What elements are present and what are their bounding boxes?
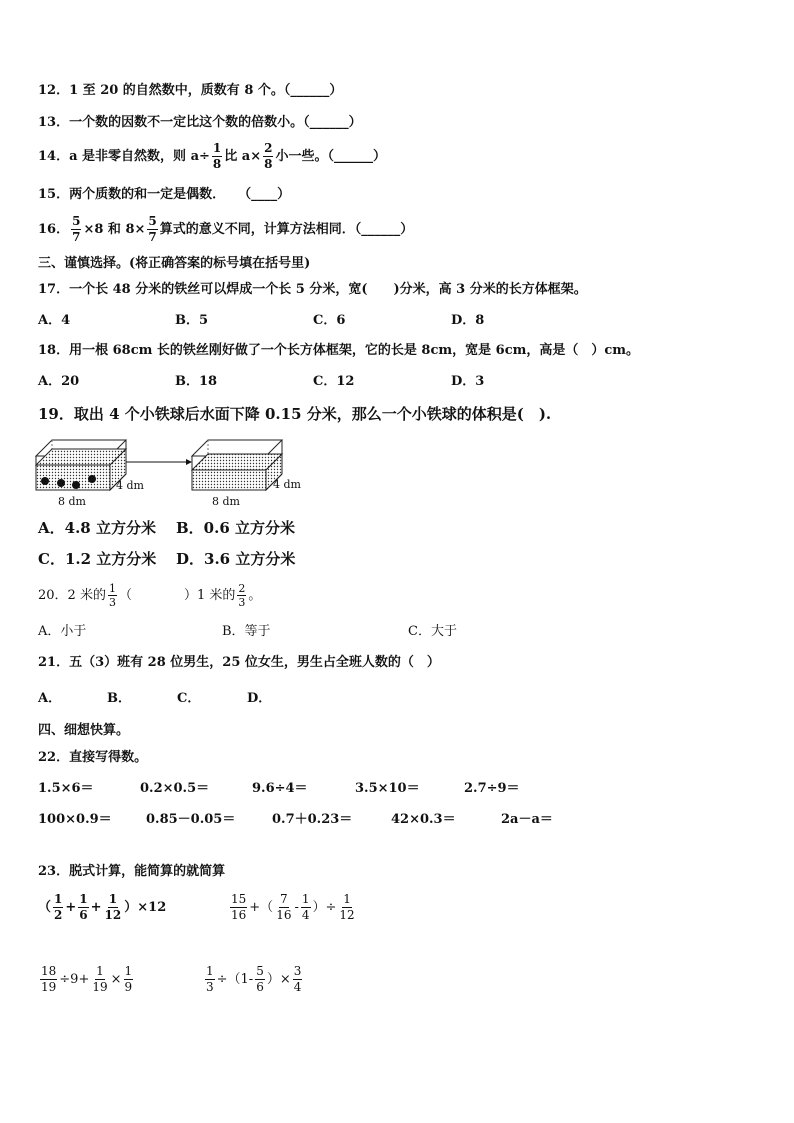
q18-option-d[interactable]: D．3 (451, 374, 485, 389)
q16-middle: ×8 和 8× (83, 222, 146, 237)
question-17: 17．一个长 48 分米的铁丝可以焊成一个长 5 分米，宽( )分米，高 3 分米的长方体框架。 (38, 282, 587, 297)
q14-fraction-1: $\frac{1}{8}$ (212, 141, 222, 171)
q16-suffix: 算式的意义不同，计算方法相同．（______） (159, 222, 414, 237)
q21-option-b[interactable]: B． (107, 691, 131, 706)
tank-before (36, 440, 126, 490)
tank-diagram (30, 432, 320, 512)
q17-option-d[interactable]: D．8 (451, 313, 485, 328)
q21-option-d[interactable]: D． (247, 691, 272, 706)
q20-fraction-1: $\frac{1}{3}$ (108, 582, 116, 609)
q20-option-b[interactable]: B．等于 (222, 624, 271, 639)
question-18: 18．用一根 68cm 长的铁丝刚好做了一个长方体框架，它的长是 8cm，宽是 6cm，高是（ ）cm。 (38, 343, 640, 358)
question-14 (38, 140, 386, 174)
question-23-title: 23．脱式计算，能简算的就简算 (38, 864, 226, 879)
q22-item: 0.2×0.5＝ (140, 781, 210, 796)
q22-item: 2.7÷9＝ (464, 781, 520, 796)
q18-option-a[interactable]: A．20 (38, 374, 80, 389)
q19-option-c[interactable]: C．1.2 立方分米 (38, 550, 157, 568)
q22-item: 42×0.3＝ (391, 812, 456, 827)
q22-item: 0.7＋0.23＝ (272, 812, 353, 827)
q17-options (0, 313, 794, 329)
q22-item: 2a－a＝ (501, 812, 553, 827)
q22-item: 0.85－0.05＝ (146, 812, 236, 827)
q20-options (0, 624, 794, 640)
q22-row-1 (0, 781, 794, 797)
iron-ball-icon (88, 475, 96, 483)
q22-row-2 (0, 812, 794, 828)
q19-option-d[interactable]: D．3.6 立方分米 (176, 550, 296, 568)
q21-option-a[interactable]: A． (38, 691, 62, 706)
q22-item: 100×0.9＝ (38, 812, 112, 827)
q20-fraction-2: $\frac{2}{3}$ (238, 582, 246, 609)
q20-option-a[interactable]: A．小于 (38, 624, 87, 639)
q16-prefix: 16． (38, 222, 70, 237)
q21-options (0, 691, 794, 707)
q23-expression-2: $\frac{15}{16}$ +（ $\frac{7}{16}$ - $\frac{1}{4}$ ）÷ $\frac{1}{12}$ (231, 892, 355, 922)
iron-ball-icon (41, 477, 49, 485)
q17-option-a[interactable]: A．4 (38, 313, 71, 328)
tank-2-height-label: 4 dm (273, 478, 301, 491)
q19-option-a[interactable]: A．4.8 立方分米 (38, 519, 156, 537)
q14-suffix: 小一些。（______） (275, 149, 386, 164)
tank-1-width-label: 8 dm (58, 495, 86, 508)
q14-fraction-2: $\frac{2}{8}$ (264, 141, 273, 171)
tank-after (192, 440, 282, 490)
tank-2-width-label: 8 dm (212, 495, 240, 508)
q16-fraction-1: $\frac{5}{7}$ (72, 214, 81, 244)
iron-ball-icon (72, 481, 80, 489)
question-22-title: 22．直接写得数。 (38, 750, 148, 765)
q19-option-b[interactable]: B．0.6 立方分米 (176, 519, 295, 537)
section-3-heading: 三、谨慎选择。(将正确答案的标号填在括号里) (38, 256, 311, 271)
q23-expression-3: $\frac{18}{19}$ ÷9+ $\frac{1}{19}$ × $\frac{1}{9}$ (41, 964, 133, 994)
question-21: 21．五（3）班有 28 位男生，25 位女生，男生占全班人数的（ ） (38, 655, 440, 670)
question-13: 13．一个数的因数不一定比这个数的倍数小。（______） (38, 115, 362, 130)
q21-option-c[interactable]: C． (177, 691, 201, 706)
q20-option-c[interactable]: C．大于 (408, 624, 457, 639)
question-20 (38, 580, 261, 612)
q18-option-b[interactable]: B．18 (175, 374, 218, 389)
q22-item: 3.5×10＝ (355, 781, 420, 796)
q17-option-b[interactable]: B．5 (175, 313, 209, 328)
section-4-heading: 四、细想快算。 (38, 723, 130, 738)
q14-middle: 比 a× (224, 149, 262, 164)
tank-1-height-label: 4 dm (116, 479, 144, 492)
question-16 (38, 213, 413, 247)
q18-options (0, 374, 794, 390)
q22-item: 9.6÷4＝ (252, 781, 308, 796)
question-15: 15．两个质数的和一定是偶数． （____） (38, 187, 291, 202)
q16-fraction-2: $\frac{5}{7}$ (148, 214, 157, 244)
q20-prefix: 20．2 米的 (38, 588, 106, 603)
iron-ball-icon (57, 479, 65, 487)
q23-expression-1: （ $\frac{1}{2}$ + $\frac{1}{6}$ + $\frac{1}{12}$ ）×12 (38, 892, 167, 922)
q20-suffix: 。 (248, 588, 262, 603)
question-12: 12．1 至 20 的自然数中，质数有 8 个。（______） (38, 83, 343, 98)
q14-prefix: 14．a 是非零自然数，则 a÷ (38, 149, 210, 164)
q22-item: 1.5×6＝ (38, 781, 94, 796)
q17-option-c[interactable]: C．6 (313, 313, 346, 328)
question-19: 19．取出 4 个小铁球后水面下降 0.15 分米，那么一个小铁球的体积是( ). (38, 405, 552, 423)
q23-expression-4: $\frac{1}{3}$ ÷（1- $\frac{5}{6}$ ）× $\frac{3}{4}$ (206, 964, 302, 994)
q18-option-c[interactable]: C．12 (313, 374, 355, 389)
q20-middle: （ ）1 米的 (118, 588, 236, 603)
